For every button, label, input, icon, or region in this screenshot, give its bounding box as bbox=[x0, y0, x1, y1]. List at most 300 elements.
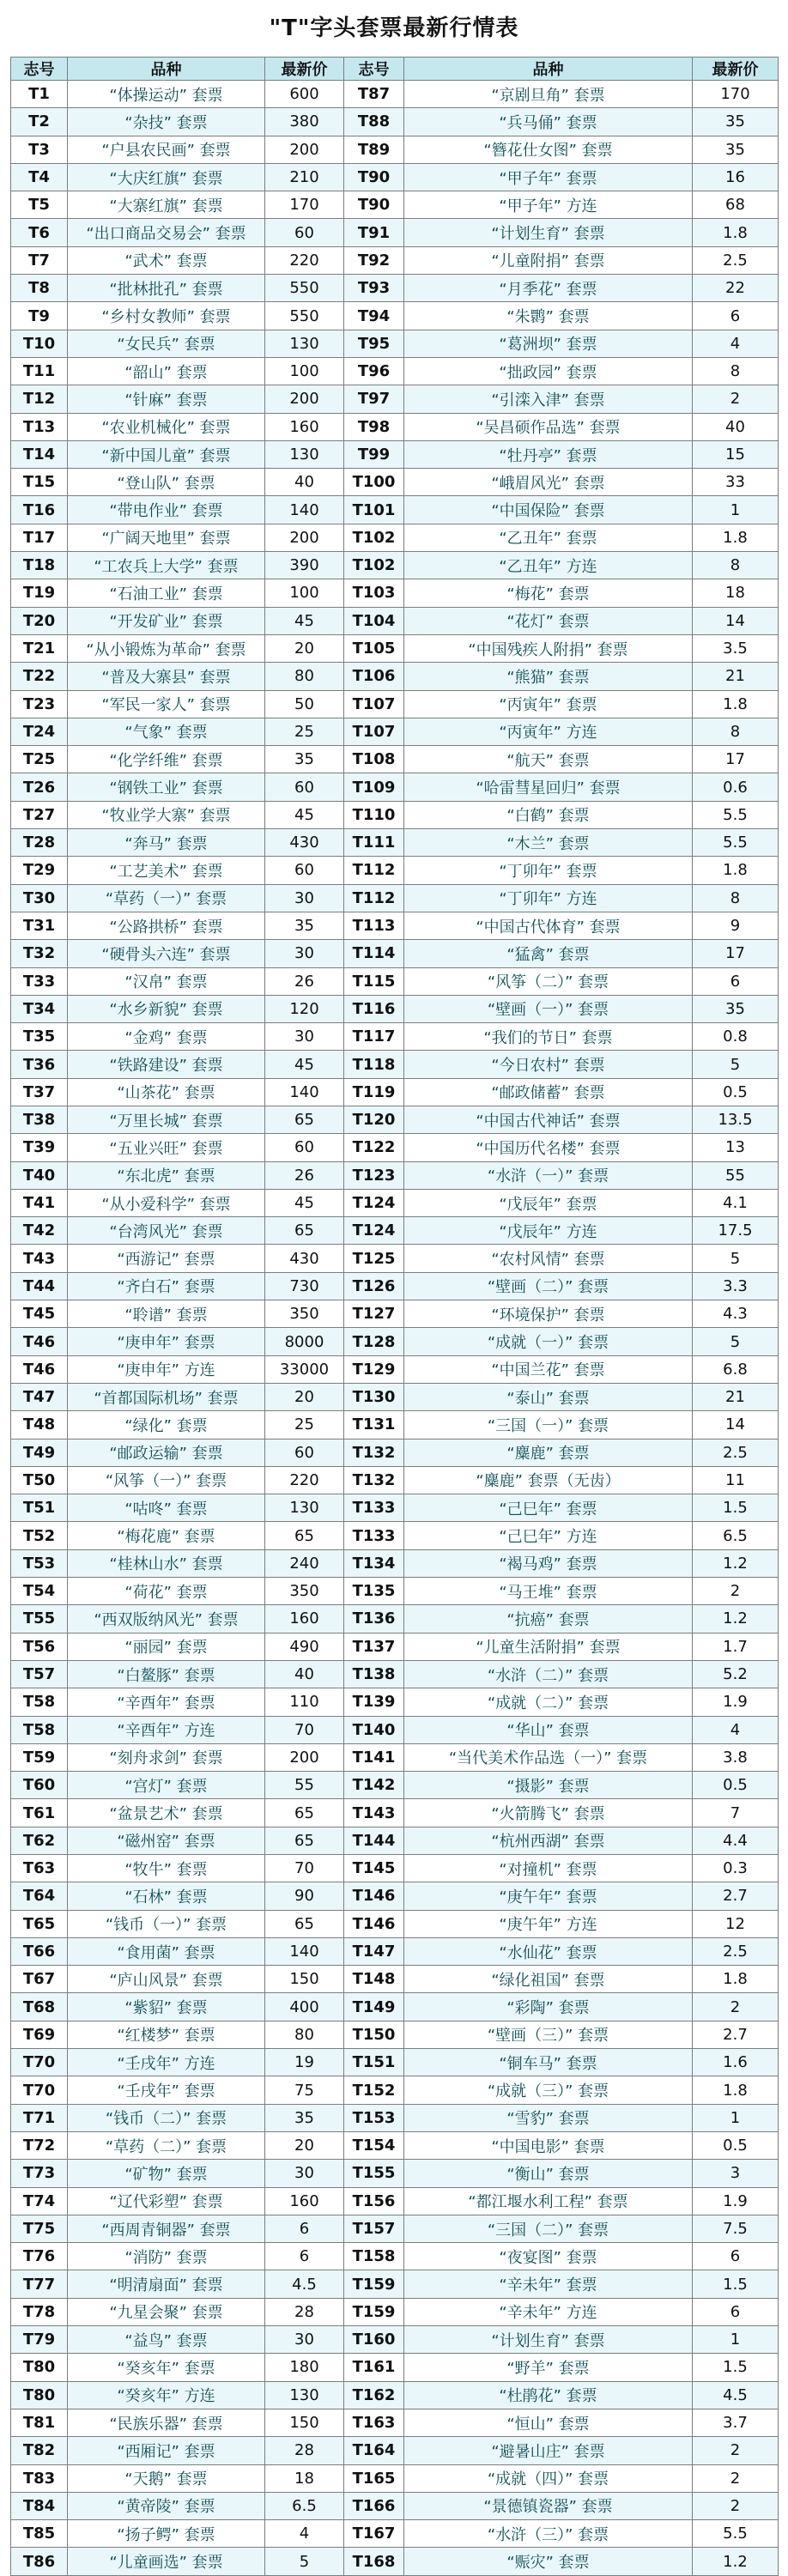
right-id-cell: T146 bbox=[344, 1882, 404, 1910]
table-row bbox=[11, 2520, 779, 2548]
left-price-cell: 8000 bbox=[265, 1328, 344, 1355]
table-row bbox=[11, 2215, 779, 2242]
left-price-cell: 150 bbox=[265, 2409, 344, 2436]
right-id-cell: T89 bbox=[344, 136, 404, 163]
header-name-left: 品种 bbox=[68, 58, 265, 81]
left-name-cell: “针麻” 套票 bbox=[68, 385, 265, 413]
left-price-cell: 28 bbox=[265, 2437, 344, 2464]
right-price-cell: 1.5 bbox=[693, 1494, 779, 1522]
right-price-cell: 1.9 bbox=[693, 2187, 779, 2215]
right-price-cell: 2 bbox=[693, 385, 779, 413]
right-name-cell: “辛未年” 方连 bbox=[404, 2298, 693, 2325]
right-name-cell: “哈雷彗星回归” 套票 bbox=[404, 773, 693, 801]
right-price-cell: 1.6 bbox=[693, 2049, 779, 2076]
left-name-cell: “开发矿业” 套票 bbox=[68, 607, 265, 634]
right-name-cell: “儿童生活附捐” 套票 bbox=[404, 1633, 693, 1660]
left-name-cell: “癸亥年” 套票 bbox=[68, 2354, 265, 2381]
left-name-cell: “东北虎” 套票 bbox=[68, 1161, 265, 1189]
right-price-cell: 2.7 bbox=[693, 1882, 779, 1910]
right-id-cell: T128 bbox=[344, 1328, 404, 1355]
right-price-cell: 1.8 bbox=[693, 524, 779, 551]
right-id-cell: T107 bbox=[344, 718, 404, 745]
left-name-cell: “新中国儿童” 套票 bbox=[68, 440, 265, 468]
left-price-cell: 430 bbox=[265, 829, 344, 857]
right-price-cell: 2.5 bbox=[693, 1937, 779, 1965]
table-row bbox=[11, 718, 779, 745]
right-id-cell: T145 bbox=[344, 1855, 404, 1882]
left-price-cell: 100 bbox=[265, 357, 344, 385]
left-name-cell: “消防” 套票 bbox=[68, 2243, 265, 2270]
left-id-cell: T84 bbox=[11, 2492, 68, 2519]
right-price-cell: 5 bbox=[693, 1328, 779, 1355]
right-id-cell: T115 bbox=[344, 967, 404, 995]
left-price-cell: 6.5 bbox=[265, 2492, 344, 2519]
left-name-cell: “草药（二）” 套票 bbox=[68, 2131, 265, 2159]
right-id-cell: T126 bbox=[344, 1272, 404, 1300]
left-price-cell: 210 bbox=[265, 163, 344, 191]
left-id-cell: T80 bbox=[11, 2381, 68, 2409]
right-price-cell: 1.8 bbox=[693, 857, 779, 884]
right-name-cell: “我们的节日” 套票 bbox=[404, 1023, 693, 1051]
right-price-cell: 1.2 bbox=[693, 1549, 779, 1577]
right-price-cell: 0.8 bbox=[693, 1023, 779, 1051]
right-id-cell: T149 bbox=[344, 1993, 404, 2021]
left-name-cell: “体操运动” 套票 bbox=[68, 81, 265, 108]
left-price-cell: 20 bbox=[265, 2131, 344, 2159]
right-name-cell: “水浒（三）” 套票 bbox=[404, 2520, 693, 2548]
right-id-cell: T118 bbox=[344, 1051, 404, 1078]
right-id-cell: T114 bbox=[344, 940, 404, 967]
left-price-cell: 80 bbox=[265, 663, 344, 690]
left-price-cell: 90 bbox=[265, 1882, 344, 1910]
right-id-cell: T96 bbox=[344, 357, 404, 385]
right-name-cell: “景德镇瓷器” 套票 bbox=[404, 2492, 693, 2519]
right-price-cell: 5 bbox=[693, 1245, 779, 1272]
left-price-cell: 80 bbox=[265, 2021, 344, 2048]
table-row bbox=[11, 1578, 779, 1605]
table-row bbox=[11, 1688, 779, 1716]
header-price-right: 最新价 bbox=[693, 58, 779, 81]
table-row bbox=[11, 1466, 779, 1494]
left-price-cell: 730 bbox=[265, 1272, 344, 1300]
left-name-cell: “公路拱桥” 套票 bbox=[68, 912, 265, 939]
table-row bbox=[11, 1272, 779, 1300]
table-row bbox=[11, 1355, 779, 1383]
right-price-cell: 3.8 bbox=[693, 1743, 779, 1771]
right-price-cell: 6 bbox=[693, 2243, 779, 2270]
left-price-cell: 400 bbox=[265, 1993, 344, 2021]
right-name-cell: “成就（二）” 套票 bbox=[404, 1688, 693, 1716]
left-price-cell: 100 bbox=[265, 579, 344, 607]
left-price-cell: 65 bbox=[265, 1827, 344, 1854]
table-row bbox=[11, 663, 779, 690]
left-name-cell: “咕咚” 套票 bbox=[68, 1494, 265, 1522]
right-name-cell: “邮政储蓄” 套票 bbox=[404, 1078, 693, 1106]
left-price-cell: 170 bbox=[265, 191, 344, 219]
right-price-cell: 33 bbox=[693, 469, 779, 496]
right-name-cell: “丁卯年” 方连 bbox=[404, 884, 693, 912]
right-name-cell: “中国古代体育” 套票 bbox=[404, 912, 693, 939]
right-id-cell: T98 bbox=[344, 413, 404, 440]
left-name-cell: “庐山风景” 套票 bbox=[68, 1966, 265, 1993]
left-id-cell: T14 bbox=[11, 440, 68, 468]
right-name-cell: “水浒（一）” 套票 bbox=[404, 1161, 693, 1189]
left-price-cell: 550 bbox=[265, 275, 344, 302]
left-name-cell: “石林” 套票 bbox=[68, 1882, 265, 1910]
table-row bbox=[11, 1633, 779, 1660]
left-name-cell: “杂技” 套票 bbox=[68, 108, 265, 136]
right-price-cell: 17 bbox=[693, 940, 779, 967]
table-row bbox=[11, 607, 779, 634]
right-id-cell: T138 bbox=[344, 1660, 404, 1688]
right-name-cell: “水仙花” 套票 bbox=[404, 1937, 693, 1965]
left-id-cell: T39 bbox=[11, 1134, 68, 1161]
left-price-cell: 65 bbox=[265, 1217, 344, 1245]
right-price-cell: 4 bbox=[693, 330, 779, 357]
right-price-cell: 2 bbox=[693, 1578, 779, 1605]
left-id-cell: T73 bbox=[11, 2160, 68, 2187]
right-price-cell: 13.5 bbox=[693, 1106, 779, 1133]
table-row bbox=[11, 801, 779, 828]
left-id-cell: T41 bbox=[11, 1189, 68, 1216]
right-price-cell: 1.2 bbox=[693, 1605, 779, 1633]
right-name-cell: “中国电影” 套票 bbox=[404, 2131, 693, 2159]
left-name-cell: “黄帝陵” 套票 bbox=[68, 2492, 265, 2519]
right-price-cell: 2.5 bbox=[693, 1439, 779, 1466]
left-name-cell: “西双版纳风光” 套票 bbox=[68, 1605, 265, 1633]
right-name-cell: “中国历代名楼” 套票 bbox=[404, 1134, 693, 1161]
right-price-cell: 5.5 bbox=[693, 2520, 779, 2548]
left-name-cell: “牧业学大寨” 套票 bbox=[68, 801, 265, 828]
right-name-cell: “己巳年” 方连 bbox=[404, 1522, 693, 1549]
left-price-cell: 30 bbox=[265, 2326, 344, 2354]
table-row bbox=[11, 1189, 779, 1216]
left-price-cell: 6 bbox=[265, 2243, 344, 2270]
header-row bbox=[11, 58, 779, 81]
right-price-cell: 3.7 bbox=[693, 2409, 779, 2436]
right-id-cell: T134 bbox=[344, 1549, 404, 1577]
left-price-cell: 30 bbox=[265, 2160, 344, 2187]
right-price-cell: 35 bbox=[693, 136, 779, 163]
right-price-cell: 1.5 bbox=[693, 2270, 779, 2298]
right-id-cell: T92 bbox=[344, 246, 404, 274]
right-id-cell: T133 bbox=[344, 1522, 404, 1549]
right-price-cell: 2.7 bbox=[693, 2021, 779, 2048]
left-id-cell: T12 bbox=[11, 385, 68, 413]
left-id-cell: T54 bbox=[11, 1578, 68, 1605]
table-row bbox=[11, 1439, 779, 1466]
right-id-cell: T129 bbox=[344, 1355, 404, 1383]
table-row bbox=[11, 2437, 779, 2464]
right-id-cell: T160 bbox=[344, 2326, 404, 2354]
right-id-cell: T88 bbox=[344, 108, 404, 136]
right-price-cell: 35 bbox=[693, 995, 779, 1022]
right-price-cell: 2 bbox=[693, 1993, 779, 2021]
table-row bbox=[11, 2326, 779, 2354]
table-row bbox=[11, 1217, 779, 1245]
table-row bbox=[11, 1383, 779, 1410]
left-name-cell: “九星会聚” 套票 bbox=[68, 2298, 265, 2325]
left-name-cell: “益鸟” 套票 bbox=[68, 2326, 265, 2354]
right-id-cell: T90 bbox=[344, 163, 404, 191]
table-row bbox=[11, 912, 779, 939]
table-row bbox=[11, 2021, 779, 2048]
left-id-cell: T51 bbox=[11, 1494, 68, 1522]
table-row bbox=[11, 634, 779, 662]
right-price-cell: 4 bbox=[693, 1716, 779, 1743]
table-body bbox=[11, 81, 779, 2576]
left-price-cell: 200 bbox=[265, 1743, 344, 1771]
right-id-cell: T162 bbox=[344, 2381, 404, 2409]
right-price-cell: 1.8 bbox=[693, 219, 779, 246]
right-price-cell: 0.5 bbox=[693, 2131, 779, 2159]
right-price-cell: 6 bbox=[693, 302, 779, 330]
table-row bbox=[11, 2187, 779, 2215]
right-price-cell: 7.5 bbox=[693, 2215, 779, 2242]
right-price-cell: 35 bbox=[693, 108, 779, 136]
table-row bbox=[11, 1605, 779, 1633]
left-id-cell: T26 bbox=[11, 773, 68, 801]
left-name-cell: “磁州窑” 套票 bbox=[68, 1827, 265, 1854]
right-id-cell: T95 bbox=[344, 330, 404, 357]
left-price-cell: 130 bbox=[265, 330, 344, 357]
right-price-cell: 8 bbox=[693, 718, 779, 745]
right-name-cell: “乙丑年” 套票 bbox=[404, 524, 693, 551]
right-price-cell: 5.5 bbox=[693, 829, 779, 857]
right-price-cell: 55 bbox=[693, 1161, 779, 1189]
right-price-cell: 170 bbox=[693, 81, 779, 108]
right-name-cell: “中国兰花” 套票 bbox=[404, 1355, 693, 1383]
right-name-cell: “计划生育” 套票 bbox=[404, 219, 693, 246]
left-id-cell: T63 bbox=[11, 1855, 68, 1882]
left-price-cell: 26 bbox=[265, 967, 344, 995]
table-row bbox=[11, 2298, 779, 2325]
left-price-cell: 200 bbox=[265, 136, 344, 163]
left-id-cell: T62 bbox=[11, 1827, 68, 1854]
right-id-cell: T105 bbox=[344, 634, 404, 662]
right-id-cell: T117 bbox=[344, 1023, 404, 1051]
left-id-cell: T21 bbox=[11, 634, 68, 662]
left-price-cell: 4.5 bbox=[265, 2270, 344, 2298]
left-id-cell: T71 bbox=[11, 2104, 68, 2131]
left-id-cell: T17 bbox=[11, 524, 68, 551]
left-name-cell: “癸亥年” 方连 bbox=[68, 2381, 265, 2409]
right-name-cell: “木兰” 套票 bbox=[404, 829, 693, 857]
right-name-cell: “当代美术作品选（一）” 套票 bbox=[404, 1743, 693, 1771]
right-name-cell: “成就（三）” 套票 bbox=[404, 2076, 693, 2104]
left-name-cell: “五业兴旺” 套票 bbox=[68, 1134, 265, 1161]
right-name-cell: “麋鹿” 套票 bbox=[404, 1439, 693, 1466]
left-name-cell: “邮政运输” 套票 bbox=[68, 1439, 265, 1466]
right-id-cell: T90 bbox=[344, 191, 404, 219]
right-id-cell: T155 bbox=[344, 2160, 404, 2187]
right-price-cell: 1.8 bbox=[693, 1966, 779, 1993]
table-row bbox=[11, 191, 779, 219]
left-id-cell: T31 bbox=[11, 912, 68, 939]
right-price-cell: 5 bbox=[693, 1051, 779, 1078]
table-row bbox=[11, 1716, 779, 1743]
left-name-cell: “汉帛” 套票 bbox=[68, 967, 265, 995]
left-id-cell: T5 bbox=[11, 191, 68, 219]
left-id-cell: T69 bbox=[11, 2021, 68, 2048]
left-id-cell: T29 bbox=[11, 857, 68, 884]
left-price-cell: 5 bbox=[265, 2548, 344, 2575]
left-price-cell: 490 bbox=[265, 1633, 344, 1660]
right-name-cell: “麋鹿” 套票（无齿） bbox=[404, 1466, 693, 1494]
right-price-cell: 4.3 bbox=[693, 1300, 779, 1328]
right-name-cell: “戊辰年” 套票 bbox=[404, 1189, 693, 1216]
left-id-cell: T85 bbox=[11, 2520, 68, 2548]
right-price-cell: 16 bbox=[693, 163, 779, 191]
left-id-cell: T82 bbox=[11, 2437, 68, 2464]
table-row bbox=[11, 746, 779, 773]
left-name-cell: “大寨红旗” 套票 bbox=[68, 191, 265, 219]
right-id-cell: T102 bbox=[344, 524, 404, 551]
table-row bbox=[11, 967, 779, 995]
left-id-cell: T72 bbox=[11, 2131, 68, 2159]
left-name-cell: “草药（一）” 套票 bbox=[68, 884, 265, 912]
right-name-cell: “农村风情” 套票 bbox=[404, 1245, 693, 1272]
right-id-cell: T112 bbox=[344, 884, 404, 912]
left-id-cell: T70 bbox=[11, 2076, 68, 2104]
left-price-cell: 160 bbox=[265, 413, 344, 440]
right-name-cell: “甲子年” 套票 bbox=[404, 163, 693, 191]
right-id-cell: T164 bbox=[344, 2437, 404, 2464]
left-id-cell: T2 bbox=[11, 108, 68, 136]
left-id-cell: T58 bbox=[11, 1716, 68, 1743]
left-id-cell: T55 bbox=[11, 1605, 68, 1633]
right-name-cell: “中国残疾人附捐” 套票 bbox=[404, 634, 693, 662]
left-name-cell: “气象” 套票 bbox=[68, 718, 265, 745]
left-name-cell: “农业机械化” 套票 bbox=[68, 413, 265, 440]
left-id-cell: T57 bbox=[11, 1660, 68, 1688]
table-row bbox=[11, 1328, 779, 1355]
left-id-cell: T83 bbox=[11, 2464, 68, 2492]
left-id-cell: T8 bbox=[11, 275, 68, 302]
right-id-cell: T107 bbox=[344, 690, 404, 718]
left-price-cell: 430 bbox=[265, 1245, 344, 1272]
right-id-cell: T106 bbox=[344, 663, 404, 690]
right-name-cell: “簪花仕女图” 套票 bbox=[404, 136, 693, 163]
left-price-cell: 19 bbox=[265, 2049, 344, 2076]
table-row bbox=[11, 1549, 779, 1577]
right-id-cell: T133 bbox=[344, 1494, 404, 1522]
right-id-cell: T144 bbox=[344, 1827, 404, 1854]
left-id-cell: T59 bbox=[11, 1743, 68, 1771]
left-id-cell: T16 bbox=[11, 496, 68, 524]
right-price-cell: 68 bbox=[693, 191, 779, 219]
left-price-cell: 4 bbox=[265, 2520, 344, 2548]
right-name-cell: “航天” 套票 bbox=[404, 746, 693, 773]
right-id-cell: T120 bbox=[344, 1106, 404, 1133]
left-name-cell: “带电作业” 套票 bbox=[68, 496, 265, 524]
left-name-cell: “紫貂” 套票 bbox=[68, 1993, 265, 2021]
left-price-cell: 130 bbox=[265, 1494, 344, 1522]
left-price-cell: 55 bbox=[265, 1772, 344, 1799]
table-row bbox=[11, 2492, 779, 2519]
table-row bbox=[11, 2548, 779, 2575]
right-price-cell: 11 bbox=[693, 1466, 779, 1494]
right-id-cell: T131 bbox=[344, 1411, 404, 1439]
table-row bbox=[11, 884, 779, 912]
left-price-cell: 45 bbox=[265, 1189, 344, 1216]
left-name-cell: “丽园” 套票 bbox=[68, 1633, 265, 1660]
table-row bbox=[11, 1743, 779, 1771]
left-name-cell: “聆谱” 套票 bbox=[68, 1300, 265, 1328]
left-name-cell: “铁路建设” 套票 bbox=[68, 1051, 265, 1078]
left-price-cell: 50 bbox=[265, 690, 344, 718]
right-price-cell: 21 bbox=[693, 663, 779, 690]
left-price-cell: 140 bbox=[265, 1078, 344, 1106]
left-name-cell: “金鸡” 套票 bbox=[68, 1023, 265, 1051]
left-price-cell: 160 bbox=[265, 1605, 344, 1633]
right-price-cell: 3.5 bbox=[693, 634, 779, 662]
right-id-cell: T109 bbox=[344, 773, 404, 801]
right-price-cell: 0.5 bbox=[693, 1078, 779, 1106]
left-id-cell: T66 bbox=[11, 1937, 68, 1965]
left-price-cell: 45 bbox=[265, 1051, 344, 1078]
table-row bbox=[11, 108, 779, 136]
table-row bbox=[11, 2270, 779, 2298]
right-name-cell: “抗癌” 套票 bbox=[404, 1605, 693, 1633]
right-name-cell: “朱鹮” 套票 bbox=[404, 302, 693, 330]
right-name-cell: “计划生育” 套票 bbox=[404, 2326, 693, 2354]
right-id-cell: T154 bbox=[344, 2131, 404, 2159]
table-row bbox=[11, 1937, 779, 1965]
header-name-right: 品种 bbox=[404, 58, 693, 81]
table-row bbox=[11, 829, 779, 857]
right-id-cell: T159 bbox=[344, 2298, 404, 2325]
left-id-cell: T65 bbox=[11, 1910, 68, 1937]
left-id-cell: T32 bbox=[11, 940, 68, 967]
right-name-cell: “引滦入津” 套票 bbox=[404, 385, 693, 413]
table-row bbox=[11, 1855, 779, 1882]
left-name-cell: “乡村女教师” 套票 bbox=[68, 302, 265, 330]
right-price-cell: 17.5 bbox=[693, 1217, 779, 1245]
left-price-cell: 200 bbox=[265, 524, 344, 551]
left-id-cell: T4 bbox=[11, 163, 68, 191]
left-price-cell: 33000 bbox=[265, 1355, 344, 1383]
price-table bbox=[10, 57, 779, 2576]
left-id-cell: T30 bbox=[11, 884, 68, 912]
left-id-cell: T74 bbox=[11, 2187, 68, 2215]
table-row bbox=[11, 163, 779, 191]
left-id-cell: T44 bbox=[11, 1272, 68, 1300]
table-row bbox=[11, 302, 779, 330]
right-id-cell: T87 bbox=[344, 81, 404, 108]
table-row bbox=[11, 2104, 779, 2131]
left-price-cell: 160 bbox=[265, 2187, 344, 2215]
right-name-cell: “壁画（二）” 套票 bbox=[404, 1272, 693, 1300]
right-price-cell: 15 bbox=[693, 440, 779, 468]
right-price-cell: 2 bbox=[693, 2464, 779, 2492]
right-price-cell: 8 bbox=[693, 357, 779, 385]
right-id-cell: T116 bbox=[344, 995, 404, 1022]
left-price-cell: 65 bbox=[265, 1106, 344, 1133]
page-title: "T"字头套票最新行情表 bbox=[269, 15, 519, 41]
left-name-cell: “荷花” 套票 bbox=[68, 1578, 265, 1605]
left-name-cell: “石油工业” 套票 bbox=[68, 579, 265, 607]
left-price-cell: 200 bbox=[265, 385, 344, 413]
right-name-cell: “避暑山庄” 套票 bbox=[404, 2437, 693, 2464]
table-row bbox=[11, 2131, 779, 2159]
right-id-cell: T130 bbox=[344, 1383, 404, 1410]
table-row bbox=[11, 81, 779, 108]
left-id-cell: T45 bbox=[11, 1300, 68, 1328]
table-row bbox=[11, 469, 779, 496]
right-price-cell: 1.9 bbox=[693, 1688, 779, 1716]
right-id-cell: T97 bbox=[344, 385, 404, 413]
